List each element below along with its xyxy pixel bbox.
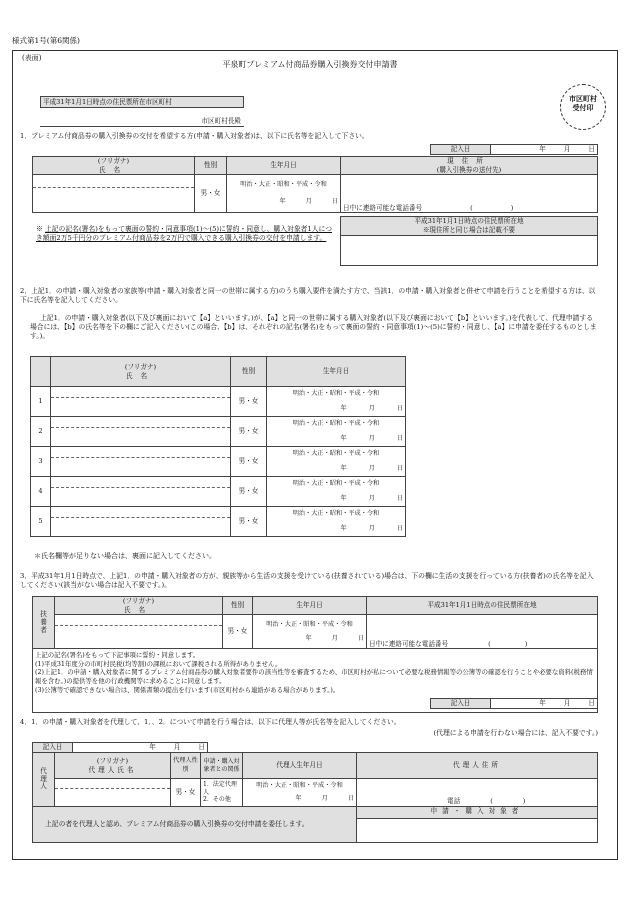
family-row-number: 2 (31, 417, 51, 447)
family-name-input[interactable] (51, 518, 230, 536)
agent-relation-select[interactable]: 1．法定代理人 2．その他 (201, 779, 243, 807)
omote-label: (表面) (22, 54, 42, 62)
family-name-input[interactable] (51, 488, 230, 506)
family-row-number: 3 (31, 447, 51, 477)
section3-intro: 3．平成31年1月1日時点で、上記1．の申請・購入対象者の方が、親族等から生活の支援を受けている(扶養されている)場合は、下の欄に生活の支援を行っている方(扶養者)の氏名等を記入してください(該当がない場合は記入不要です。)。 (20, 572, 594, 590)
section1-note: ※ 上記の記名(署名)をもって裏面の誓約・同意事項(1)～(5)に誓約・同意し、購入対象者1人につき額面2万5千円分のプレミアム付商品券を2万円で購入できる購入引換券の交付を申請します。 (36, 225, 332, 243)
agent-name-input[interactable] (55, 789, 170, 806)
supporter-sex-select[interactable]: 男・女 (223, 615, 253, 649)
supporter-name-input[interactable] (55, 626, 222, 648)
family-name-input[interactable] (51, 398, 230, 416)
section4-intro: 4．1．の申請・購入対象者を代理して、1．、2．について申請を行う場合は、以下に代理人等が氏名等を記入してください。 (20, 718, 401, 726)
family-birth-input[interactable]: 明治・大正・昭和・平成・令和 年 月 日 (267, 507, 406, 537)
applicant-furigana-input[interactable] (33, 176, 194, 188)
section2-note: ＊氏名欄等が足りない場合は、裏面に記入してください。 (34, 552, 216, 560)
h31-address-input[interactable] (341, 236, 598, 266)
reception-stamp: 市区町村 受付印 (560, 84, 606, 130)
entry-date-1: 記入日 年 月 日 (430, 144, 598, 155)
subject-signature-input[interactable] (357, 819, 597, 841)
family-row (31, 417, 406, 447)
family-birth-input[interactable]: 明治・大正・昭和・平成・令和 年 月 日 (267, 417, 406, 447)
supporter-birth-input[interactable]: 明治・大正・昭和・平成・令和 年 月 日 (253, 615, 367, 649)
family-row (31, 507, 406, 537)
family-table: (フリガナ) 氏名 性別 生年月日 1 男・女 明治・大正・昭和・平成・令和 年 月 日 2 男・女 明治・大正・昭和・平成・令和 年 月 日 3 男・女 明治・大正・昭和・平成・令和 年 月 日 4 男・女 明治・大正・昭和・平成・令和 年 月 日 5 男・女 明治・大正・昭和・平成・令和 年 月 日 (30, 356, 406, 537)
entry-date-3: 記入日 年 月 日 (430, 698, 598, 709)
municipality-input[interactable]: 市区町村長殿 (41, 108, 244, 127)
family-sex-select[interactable]: 男・女 (231, 447, 267, 477)
form-title: 平泉町プレミアム付商品券購入引換券交付申請書 (222, 60, 398, 69)
agent-sex-select[interactable]: 男・女 (171, 779, 201, 807)
family-row (31, 447, 406, 477)
agent-table: 代 理 人 (フリガナ) 代理人氏名 代理人性別 申請・購入対象者との関係 代理人生年月日 代理人住所 男・女 1．法定代理人 2．その他 明治・大正・昭和・平成・令和 年 月 日 電話 ( ) 上記の者を代理人と認め、プレミアム付商品券の購入引換券の交付申請を委任します。 申請・購入対象者 (32, 752, 598, 843)
family-row-number: 5 (31, 507, 51, 537)
agent-address-input[interactable]: 電話 ( ) (357, 779, 598, 807)
applicant-table: (フリガナ) 氏名 性別 生年月日 現住所 (購入引換券の送付先) 男・女 明治・大正・昭和・平成・令和 年 月 日 日中に連絡可能な電話番号 ( ) (32, 156, 598, 213)
applicant-sex-select[interactable]: 男・女 (195, 175, 227, 213)
section1-intro: 1．プレミアム付商品券の購入引換券の交付を希望する方(申請・購入対象者)は、以下に氏名等を記入して下さい。 (20, 132, 369, 140)
delegation-text: 上記の者を代理人と認め、プレミアム付商品券の購入引換券の交付申請を委任します。 (33, 807, 357, 843)
agent-furigana-input[interactable] (55, 780, 170, 789)
family-birth-input[interactable]: 明治・大正・昭和・平成・令和 年 月 日 (267, 387, 406, 417)
municipality-box: 平成31年1月1日時点の住民票所在市区町村 市区町村長殿 (40, 96, 244, 127)
family-birth-input[interactable]: 明治・大正・昭和・平成・令和 年 月 日 (267, 477, 406, 507)
family-row-number: 4 (31, 477, 51, 507)
supporter-table: 扶 養 者 (フリガナ) 氏名 性別 生年月日 平成31年1月1日時点の住民票所在地 男・女 明治・大正・昭和・平成・令和 年 月 日 日中に連絡可能な電話番号 ( ) 上記の記名(署名)をもって下記事項に誓約・同意します。 (1)平成31年度分の市町村民税(均等割)の課税において課税される所得がありません。 (2)上記1．の申請・購入対象者に関するプレミアム付商品券の購入対象者要件の該当性等を審査するため、市区町村が私について必要な税務情報等の公簿等の確認を行うことや必要な資料(税務情報を含む。)の提供等を他の行政機関等に求めることに同意します。 (3)公簿等で確認できない場合は、関係書類の提出を行います(市区町村から連絡がある場合があります。)。 (32, 596, 598, 713)
supporter-label: 扶 養 者 (33, 597, 55, 649)
entry-date-1-input[interactable]: 年 月 日 (491, 145, 598, 155)
applicant-address-input[interactable]: 日中に連絡可能な電話番号 ( ) (341, 175, 598, 213)
family-name-input[interactable] (51, 428, 230, 446)
applicant-name-input[interactable] (33, 188, 194, 212)
family-furigana-input[interactable] (51, 478, 230, 488)
family-furigana-input[interactable] (51, 418, 230, 428)
entry-date-4-input[interactable]: 年 月 日 (73, 743, 208, 753)
h31-address-box: 平成31年1月1日時点の住民票所在地 ※現住所と同じ場合は記載不要 (340, 216, 598, 266)
family-name-input[interactable] (51, 458, 230, 476)
supporter-furigana-input[interactable] (55, 616, 222, 626)
agent-birth-input[interactable]: 明治・大正・昭和・平成・令和 年 月 日 (243, 779, 357, 807)
family-furigana-input[interactable] (51, 508, 230, 518)
applicant-birth-input[interactable]: 明治・大正・昭和・平成・令和 年 月 日 (227, 175, 341, 213)
family-birth-input[interactable]: 明治・大正・昭和・平成・令和 年 月 日 (267, 447, 406, 477)
family-row (31, 387, 406, 417)
family-sex-select[interactable]: 男・女 (231, 417, 267, 447)
supporter-address-input[interactable]: 日中に連絡可能な電話番号 ( ) (367, 615, 598, 649)
entry-date-4: 記入日 年 月 日 (32, 742, 208, 753)
entry-date-3-input[interactable]: 年 月 日 (491, 699, 598, 709)
family-furigana-input[interactable] (51, 388, 230, 398)
family-sex-select[interactable]: 男・女 (231, 507, 267, 537)
section4-intro2: (代理による申請を行わない場合には、記入不要です。) (433, 729, 598, 737)
family-sex-select[interactable]: 男・女 (231, 477, 267, 507)
family-furigana-input[interactable] (51, 448, 230, 458)
family-row (31, 477, 406, 507)
section2-intro: 2．上記1．の申請・購入対象者の家族等(申請・購入対象者と同一の世帯に属する方)のうち購入要件を満たす方で、当該1．の申請・購入対象者と併せて申請を行うことを希望する方は、以下に氏名等を記入してください。 (20, 287, 596, 305)
family-row-number: 1 (31, 387, 51, 417)
section2-para: 上記1．の申請・購入対象者(以下及び裏面において【a】といいます。)が、【a】と同一の世帯に属する購入対象者(以下及び裏面において【b】といいます。)を代表して、代理申請する場合には、【b】の氏名等を下の欄にご記入ください(この場合、【b】は、それぞれの記名(署名)をもって裏面の誓約・同意事項(1)～(5)に誓約・同意し、【a】に申請を委任するものとします。)。 (30, 314, 597, 341)
form-number: 様式第1号(第6関係) (12, 36, 80, 45)
agent-label: 代 理 人 (33, 753, 55, 807)
family-sex-select[interactable]: 男・女 (231, 387, 267, 417)
